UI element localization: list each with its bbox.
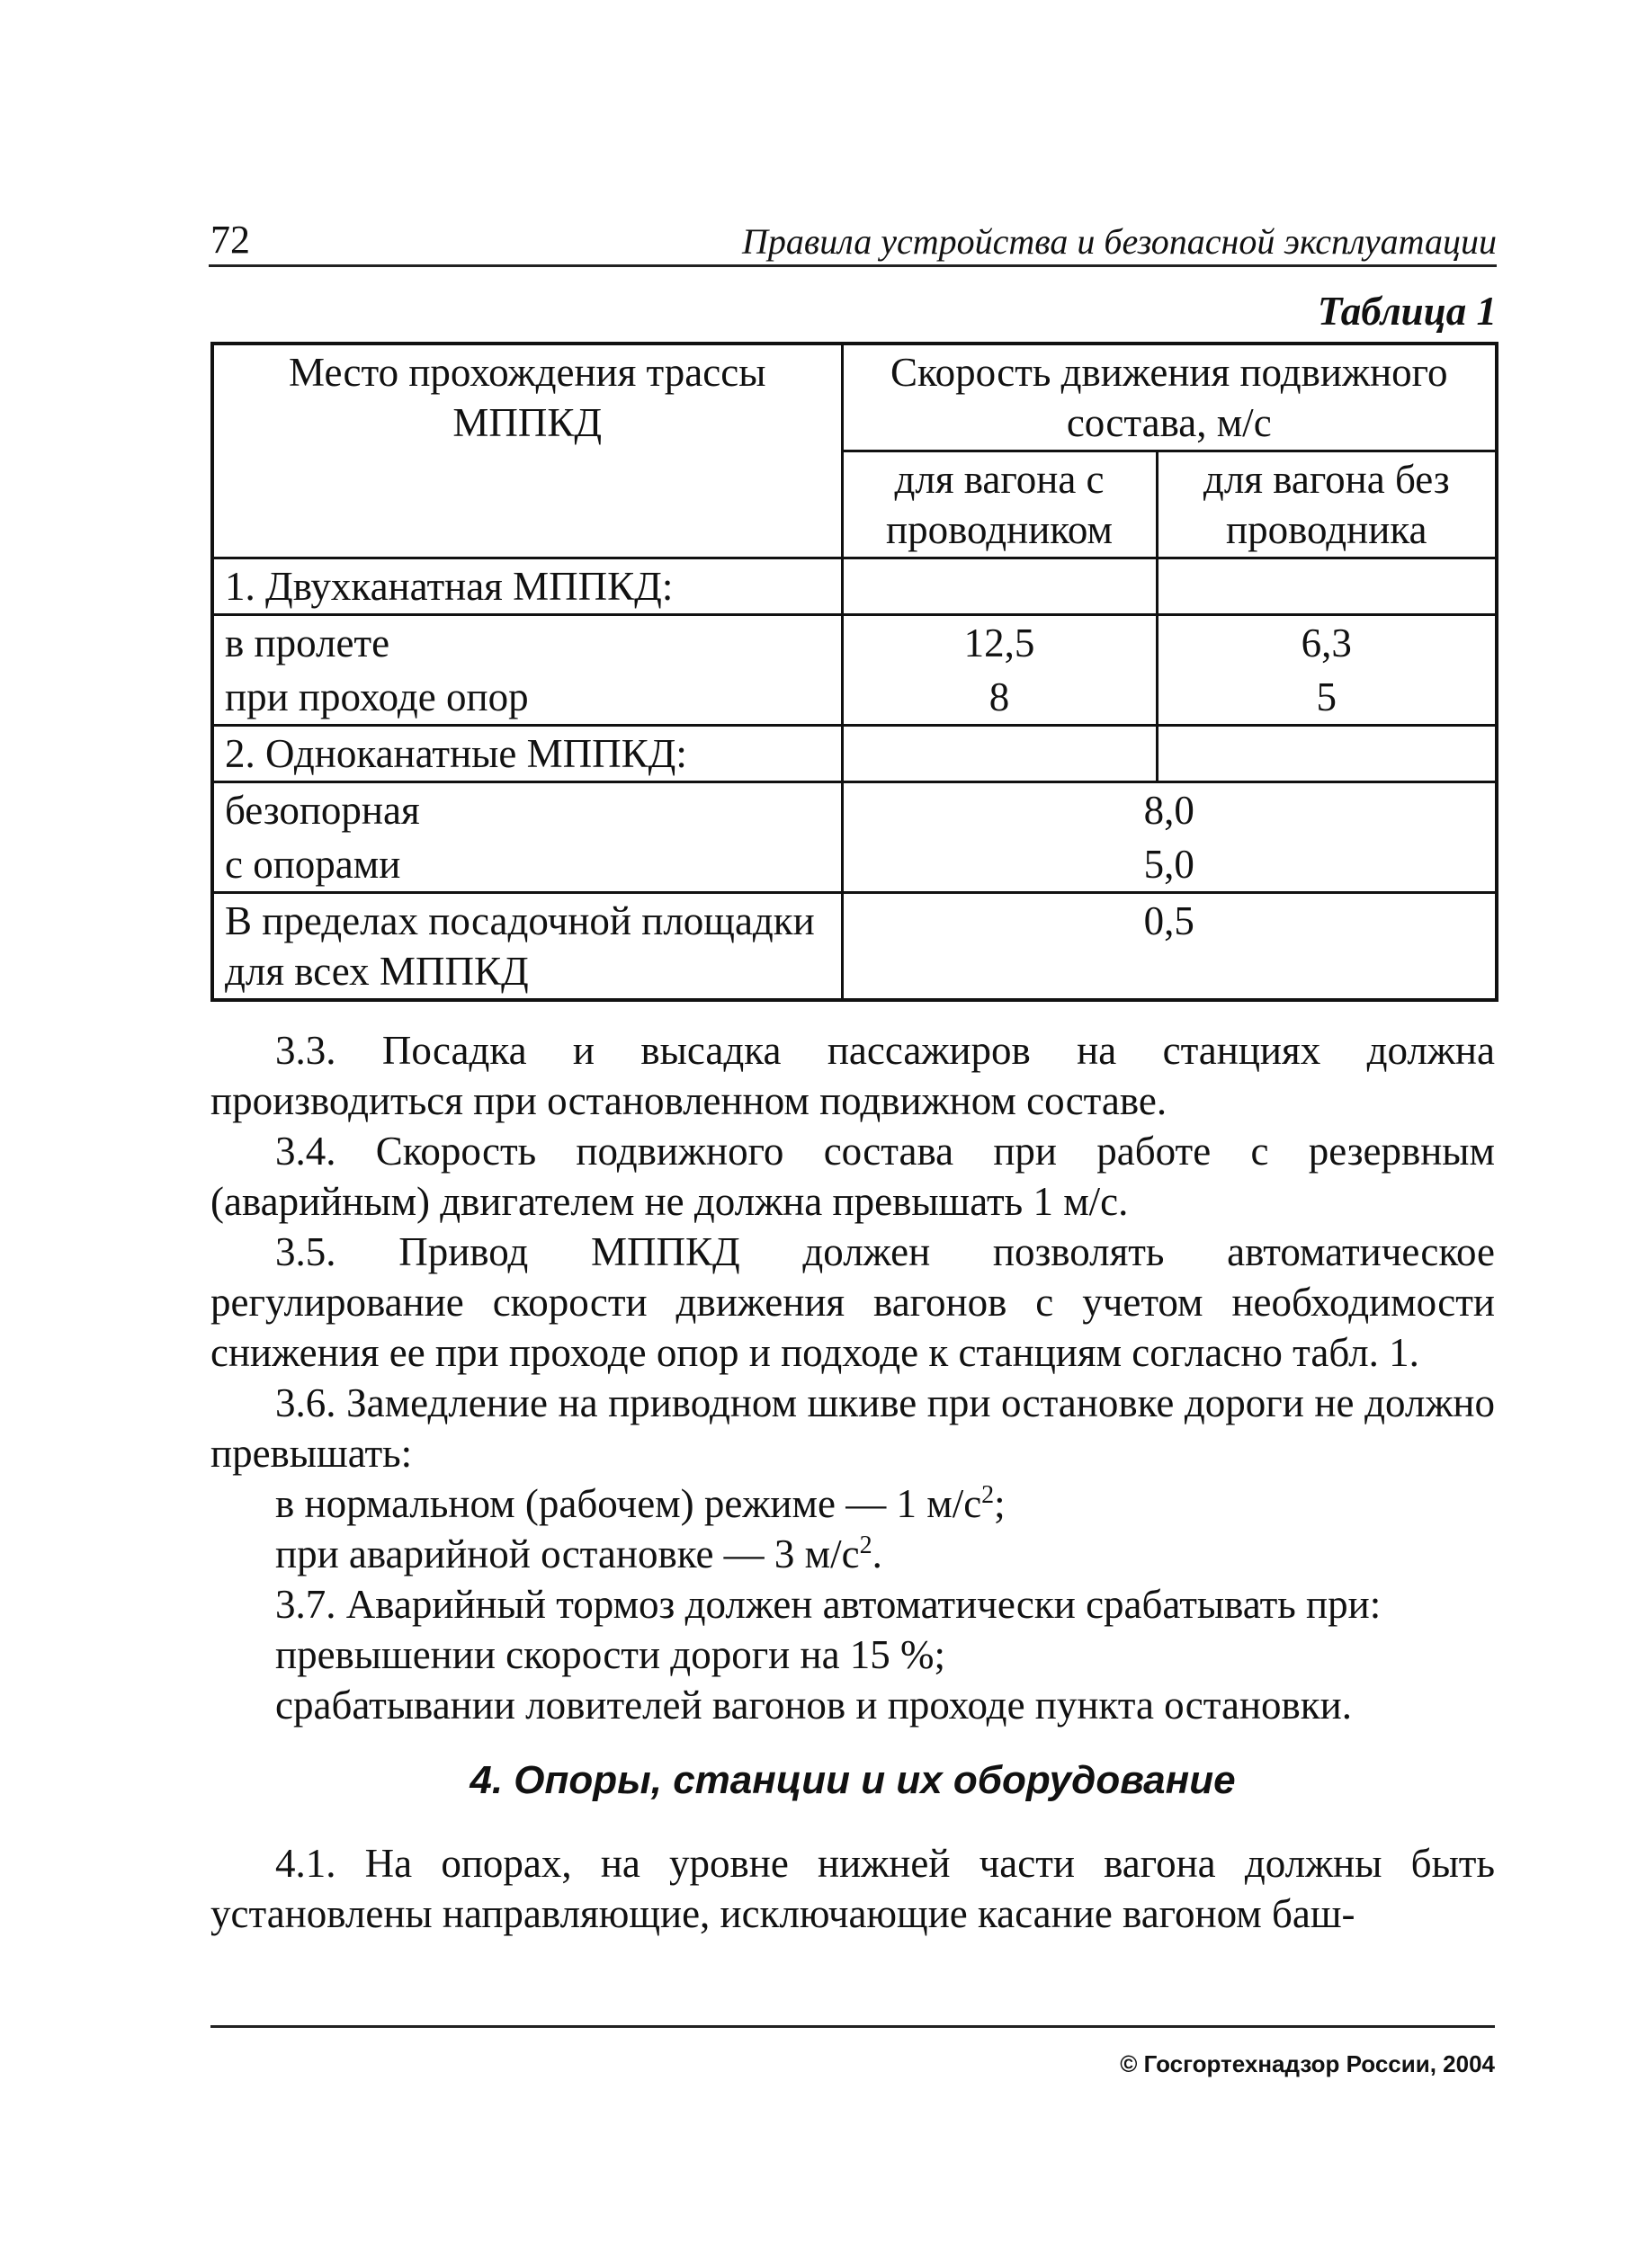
- list-item: [210, 1478, 1495, 1529]
- row-without-conductor: [1157, 726, 1497, 782]
- table-header-row: [212, 344, 1497, 451]
- list-item: [210, 1529, 1495, 1579]
- row-with-conductor: [842, 558, 1157, 615]
- table-row: [212, 670, 1497, 726]
- item-text: при аварийной остановке — 3 м/с: [275, 1531, 860, 1576]
- column-header-place: Место прохождения трассы МППКД: [212, 344, 842, 558]
- subheader-with-conductor: для вагона с проводником: [842, 451, 1157, 558]
- item-text: в нормальном (рабочем) режиме — 1 м/с: [275, 1481, 982, 1526]
- row-place: безопорная: [212, 782, 842, 838]
- row-place: с опорами: [212, 837, 842, 893]
- table-row: [212, 558, 1497, 615]
- table-row: [212, 782, 1497, 838]
- body-text: [210, 1025, 1495, 1939]
- row-with-conductor: 12,5: [842, 615, 1157, 671]
- table-row: [212, 615, 1497, 671]
- superscript: 2: [859, 1531, 872, 1559]
- row-without-conductor: [1157, 558, 1497, 615]
- row-place: при проходе опор: [212, 670, 842, 726]
- row-with-conductor: 8: [842, 670, 1157, 726]
- paragraph-3-6: 3.6. Замедление на приводном шкиве при остановке дороги не должно превышать:: [210, 1380, 1495, 1476]
- row-place: В пределах посадочной площадки для всех МППКД: [212, 893, 842, 1001]
- running-title: Правила устройства и безопасной эксплуатации: [742, 221, 1497, 262]
- list-item: срабатывании ловителей вагонов и проходе пункта остановки.: [275, 1683, 1352, 1728]
- row-place: 1. Двухканатная МППКД:: [212, 558, 842, 615]
- table-row: [212, 726, 1497, 782]
- subheader-without-conductor: для вагона без проводника: [1157, 451, 1497, 558]
- paragraph-3-3: 3.3. Посадка и высадка пассажиров на станциях должна производиться при остановленном подвижном составе.: [210, 1028, 1495, 1123]
- page-header: [209, 218, 1497, 267]
- list-item: превышении скорости дороги на 15 %;: [275, 1632, 946, 1677]
- paragraph-3-4: 3.4. Скорость подвижного состава при работе с резервным (аварийным) двигателем не должна превышать 1 м/с.: [210, 1129, 1495, 1224]
- paragraph-4-1: 4.1. На опорах, на уровне нижней части вагона должны быть установлены направляющие, исключающие касание вагоном баш-: [210, 1841, 1495, 1936]
- row-without-conductor: 5: [1157, 670, 1497, 726]
- item-punctuation: .: [872, 1531, 882, 1576]
- table-row: [212, 893, 1497, 1001]
- row-speed-value: 8,0: [842, 782, 1497, 838]
- table-caption: Таблица 1: [1317, 289, 1497, 334]
- superscript: 2: [981, 1481, 995, 1509]
- row-place: 2. Одноканатные МППКД:: [212, 726, 842, 782]
- row-with-conductor: [842, 726, 1157, 782]
- page-number: 72: [210, 218, 250, 262]
- paragraph-3-5: 3.5. Привод МППКД должен позволять автоматическое регулирование скорости движения вагонов с учетом необходимости снижения ее при проходе опор и подходе к станциям согласно табл. 1.: [210, 1229, 1495, 1375]
- column-header-speed: Скорость движения подвижного состава, м/с: [842, 344, 1497, 451]
- row-speed-value: 5,0: [842, 837, 1497, 893]
- copyright-notice: © Госгортехнадзор России, 2004: [1120, 2050, 1495, 2077]
- table-row: [212, 837, 1497, 893]
- row-place: в пролете: [212, 615, 842, 671]
- row-speed-value: 0,5: [842, 893, 1497, 1001]
- speed-table: [210, 342, 1498, 1002]
- section-title: 4. Опоры, станции и их оборудование: [470, 1758, 1236, 1802]
- row-without-conductor: 6,3: [1157, 615, 1497, 671]
- footer-divider: [210, 2025, 1495, 2028]
- paragraph-3-7: 3.7. Аварийный тормоз должен автоматически срабатывать при:: [275, 1582, 1382, 1627]
- item-punctuation: ;: [994, 1481, 1006, 1526]
